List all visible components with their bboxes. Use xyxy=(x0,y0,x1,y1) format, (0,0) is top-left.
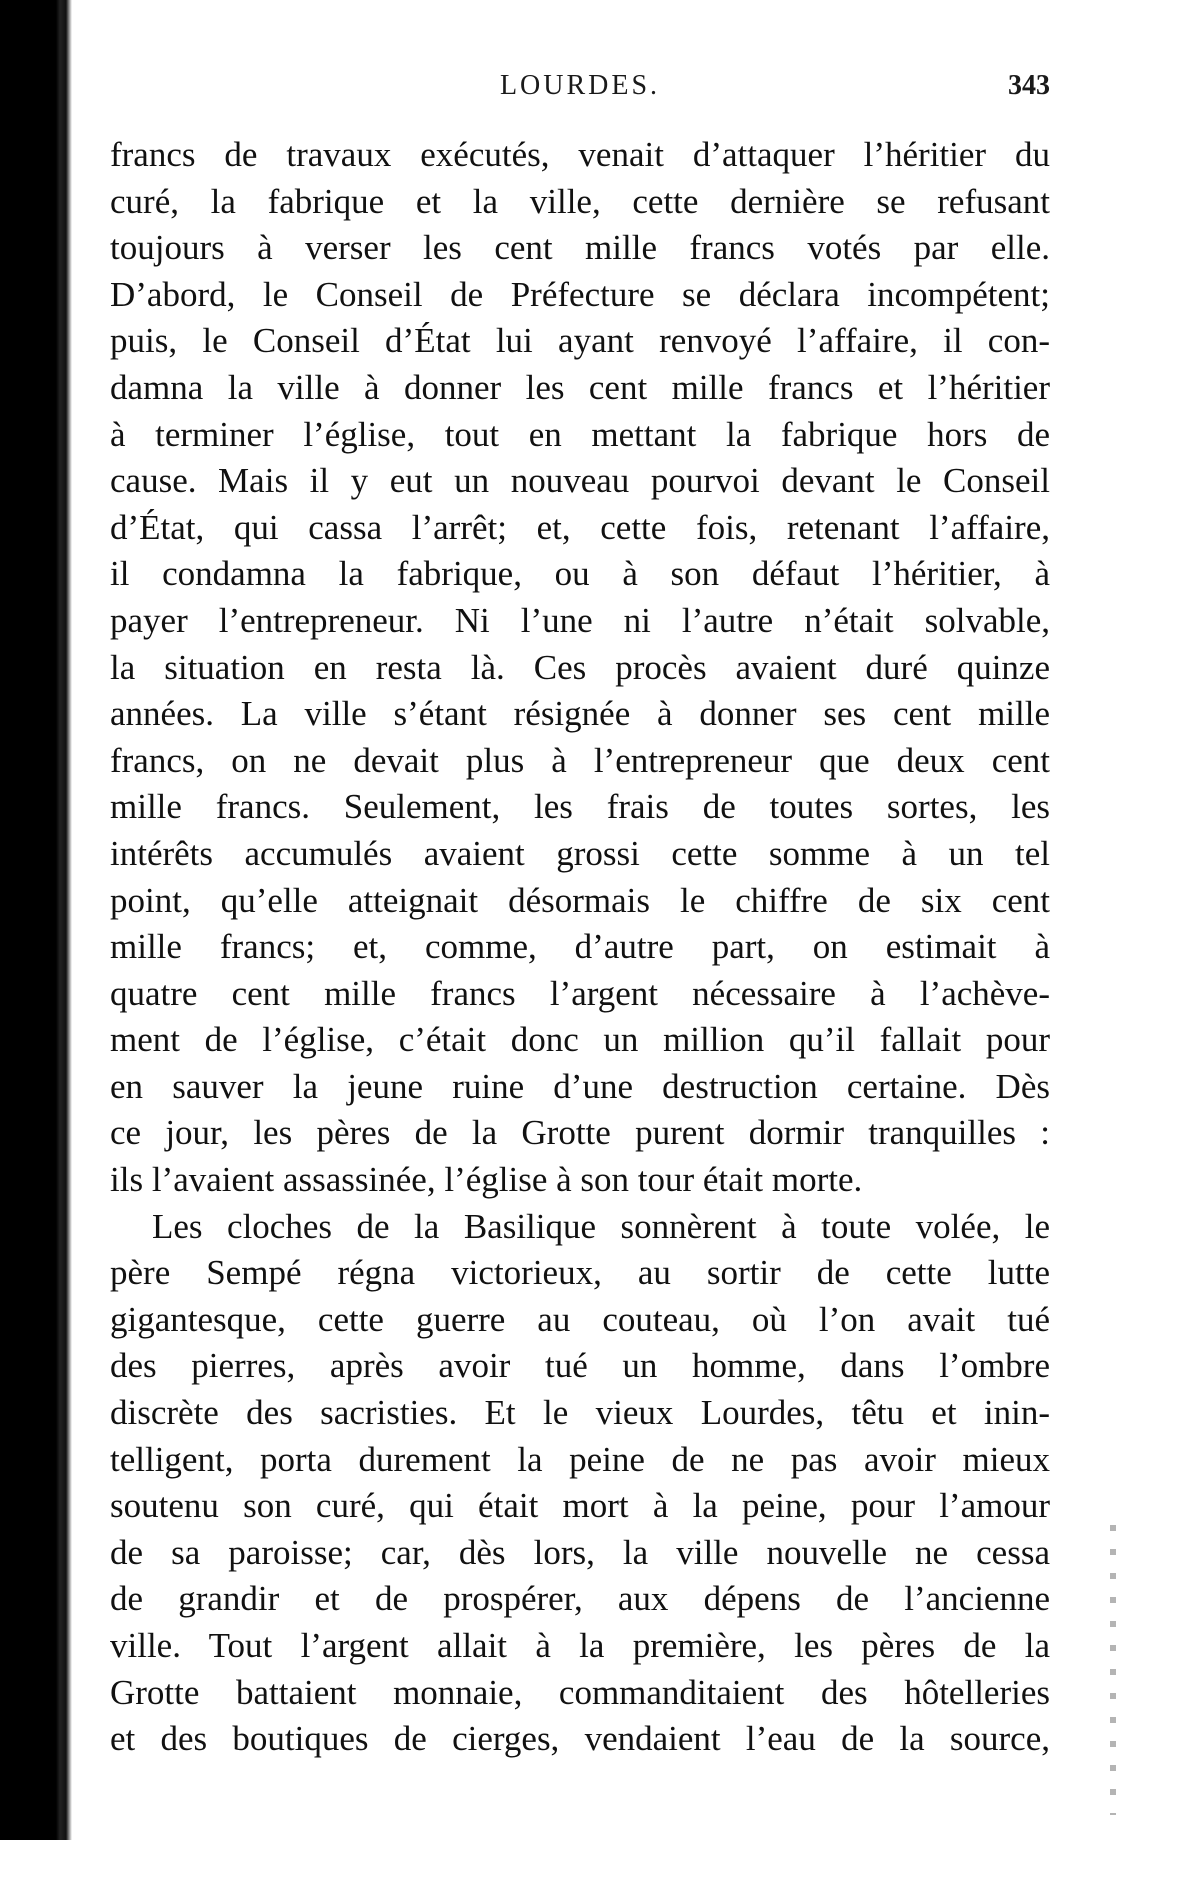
text-line: d’État, qui cassa l’arrêt; et, cette fois, retenant l’affaire, xyxy=(110,507,1050,547)
text-line: ville. Tout l’argent allait à la première, les pères de la xyxy=(110,1626,1050,1665)
text-line: point, qu’elle atteignait désormais le chiffre de six cent xyxy=(110,880,1050,920)
text-line: en sauver la jeune ruine d’une destruction certaine. Dès xyxy=(110,1066,1050,1106)
text-line: des pierres, après avoir tué un homme, dans l’ombre xyxy=(110,1346,1050,1386)
text-line: Les cloches de la Basilique sonnèrent à toute volée, le xyxy=(152,1206,1050,1246)
text-line: puis, le Conseil d’État lui ayant renvoyé l’affaire, il con- xyxy=(110,321,1050,361)
page-header xyxy=(110,70,1050,110)
text-line: D’abord, le Conseil de Préfecture se déclara incompétent; xyxy=(110,274,1050,314)
text-line: Grotte battaient monnaie, commanditaient des hôtelleries xyxy=(110,1672,1050,1712)
text-line: gigantesque, cette guerre au couteau, où l’on avait tué xyxy=(110,1299,1050,1339)
text-line: ce jour, les pères de la Grotte purent dormir tranquilles : xyxy=(110,1113,1050,1153)
text-line: soutenu son curé, qui était mort à la peine, pour l’amour xyxy=(110,1486,1050,1526)
text-line: à terminer l’église, tout en mettant la fabrique hors de xyxy=(110,414,1050,454)
text-line: ment de l’église, c’était donc un million qu’il fallait pour xyxy=(110,1020,1050,1060)
text-line: de grandir et de prospérer, aux dépens de l’ancienne xyxy=(110,1579,1050,1619)
text-line: payer l’entrepreneur. Ni l’une ni l’autre n’était solvable, xyxy=(110,600,1050,640)
page-number: 343 xyxy=(1008,70,1050,101)
text-line: curé, la fabrique et la ville, cette dernière se refusant xyxy=(110,181,1050,221)
text-line: de sa paroisse; car, dès lors, la ville nouvelle ne cessa xyxy=(110,1532,1050,1572)
scan-binding-edge xyxy=(0,0,72,1840)
body-text xyxy=(110,132,1050,1763)
paragraph-1 xyxy=(110,132,1050,1204)
text-line: années. La ville s’étant résignée à donner ses cent mille xyxy=(110,694,1050,734)
text-line: ils l’avaient assassinée, l’église à son tour était morte. xyxy=(110,1160,863,1200)
paragraph-2 xyxy=(110,1204,1050,1763)
text-line: la situation en resta là. Ces procès avaient duré quinze xyxy=(110,647,1050,687)
text-line: cause. Mais il y eut un nouveau pourvoi devant le Conseil xyxy=(110,461,1050,501)
text-line: mille francs; et, comme, d’autre part, on estimait à xyxy=(110,927,1050,967)
text-line: damna la ville à donner les cent mille francs et l’héritier xyxy=(110,367,1050,407)
text-line: francs de travaux exécutés, venait d’attaquer l’héritier du xyxy=(110,135,1050,174)
text-line: toujours à verser les cent mille francs votés par elle. xyxy=(110,228,1050,268)
text-line: il condamna la fabrique, ou à son défaut l’héritier, à xyxy=(110,554,1050,594)
text-line: et des boutiques de cierges, vendaient l’eau de la source, xyxy=(110,1719,1050,1759)
running-title: LOURDES. xyxy=(499,70,661,101)
text-line: francs, on ne devait plus à l’entrepreneur que deux cent xyxy=(110,740,1050,780)
text-line: quatre cent mille francs l’argent nécessaire à l’achève- xyxy=(110,973,1050,1013)
text-line: discrète des sacristies. Et le vieux Lourdes, têtu et inin- xyxy=(110,1393,1050,1433)
scan-margin-specks xyxy=(1110,1525,1116,1815)
text-line: intérêts accumulés avaient grossi cette somme à un tel xyxy=(110,833,1050,873)
text-line: père Sempé régna victorieux, au sortir de cette lutte xyxy=(110,1253,1050,1293)
text-line: telligent, porta durement la peine de ne pas avoir mieux xyxy=(110,1439,1050,1479)
text-line: mille francs. Seulement, les frais de toutes sortes, les xyxy=(110,787,1050,827)
